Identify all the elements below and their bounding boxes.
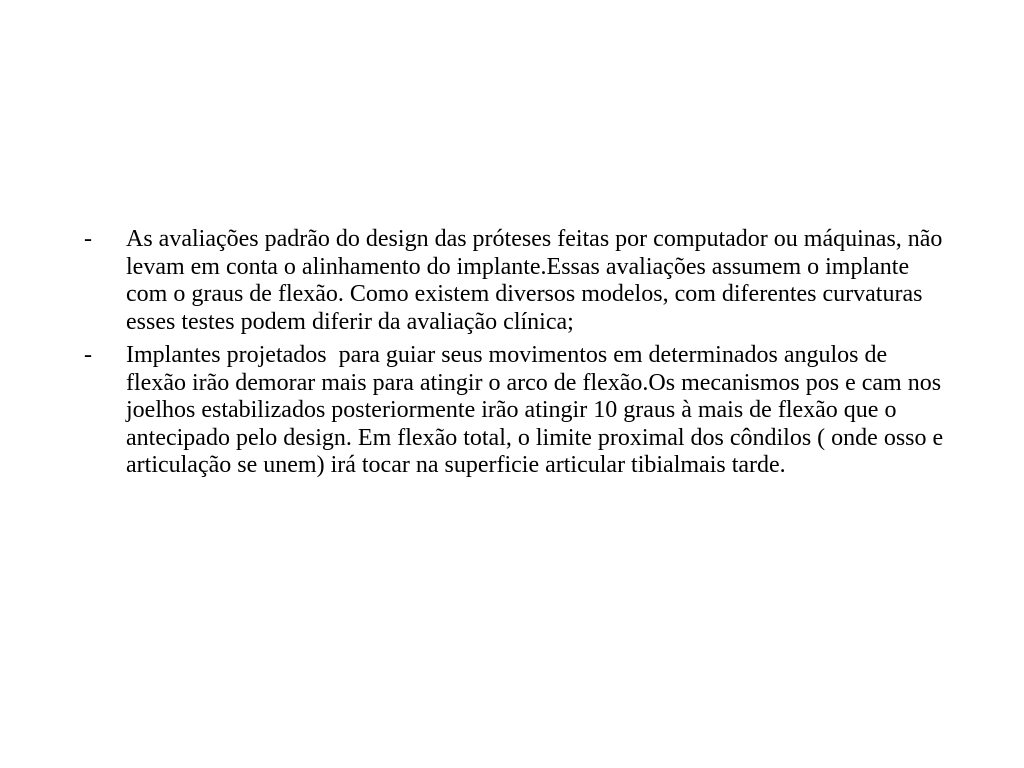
bullet-item bbox=[84, 342, 950, 480]
bullet-item bbox=[84, 226, 949, 336]
bullet-list bbox=[84, 226, 950, 486]
bullet-text: Implantes projetados para guiar seus movimentos em determinados angulos de flexão irão demorar mais para atingir o arco de flexão.Os mecanismos pos e cam nos joelhos estabilizados posteriormente irão atingir 10 graus à mais de flexão que o antecipado pelo design. Em flexão total, o limite proximal dos côndilos ( onde osso e articulação se unem) irá tocar na superficie articular tibialmais tarde. bbox=[126, 342, 950, 478]
bullet-marker: - bbox=[84, 226, 92, 252]
bullet-text: As avaliações padrão do design das próteses feitas por computador ou máquinas, não levam em conta o alinhamento do implante.Essas avaliações assumem o implante com o graus de flexão. Como existem diversos modelos, com diferentes curvaturas esses testes podem diferir da avaliação clínica; bbox=[126, 226, 949, 335]
bullet-marker: - bbox=[84, 342, 92, 368]
